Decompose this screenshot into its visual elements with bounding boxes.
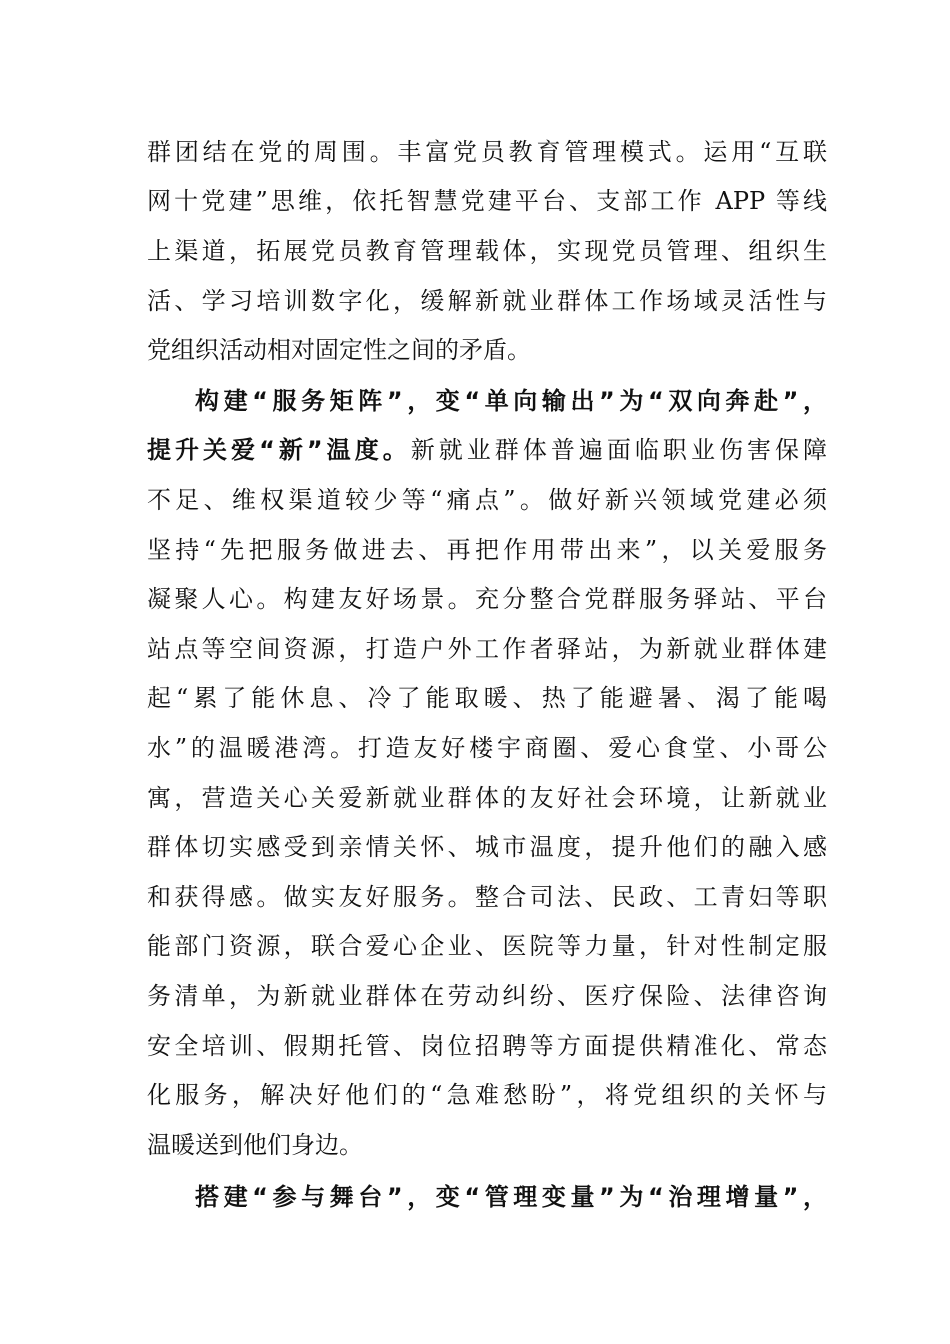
section-heading: 构建“服务矩阵”，变“单向输出”为“双向奔赴”， <box>195 387 827 415</box>
body-line: 能部门资源，联合爱心企业、医院等力量，针对性制定服 <box>147 932 827 960</box>
section-heading-line <box>195 1179 827 1215</box>
section-heading: 搭建“参与舞台”，变“管理变量”为“治理增量”， <box>195 1183 827 1211</box>
body-line: 提升关爱“新”温度。新就业群体普遍面临职业伤害保障 <box>147 436 828 464</box>
body-line: 网十党建”思维，依托智慧党建平台、支部工作 APP 等线 <box>147 187 827 215</box>
body-line: 安全培训、假期托管、岗位招聘等方面提供精准化、常态 <box>147 1032 827 1060</box>
body-line: 不足、维权渠道较少等“痛点”。做好新兴领域党建必须 <box>147 486 827 514</box>
body-line: 务清单，为新就业群体在劳动纠纷、医疗保险、法律咨询 <box>147 982 827 1010</box>
body-line: 群团结在党的周围。丰富党员教育管理模式。运用“互联 <box>147 138 827 166</box>
body-line: 寓，营造关心关爱新就业群体的友好社会环境，让新就业 <box>147 784 827 812</box>
body-line: 活、学习培训数字化，缓解新就业群体工作场域灵活性与 <box>147 287 827 315</box>
body-line: 水”的温暖港湾。打造友好楼宇商圈、爱心食堂、小哥公 <box>147 734 827 762</box>
body-line: 党组织活动相对固定性之间的矛盾。 <box>147 336 531 364</box>
section-heading: 提升关爱“新”温度。 <box>147 436 411 464</box>
body-line: 站点等空间资源，打造户外工作者驿站，为新就业群体建 <box>147 635 827 663</box>
body-line: 起“累了能休息、冷了能取暖、热了能避暑、渴了能喝 <box>147 684 827 712</box>
body-line: 上渠道，拓展党员教育管理载体，实现党员管理、组织生 <box>147 237 827 265</box>
body-line: 温暖送到他们身边。 <box>147 1131 363 1159</box>
body-line: 坚持“先把服务做进去、再把作用带出来”，以关爱服务 <box>147 536 827 564</box>
body-line: 群体切实感受到亲情关怀、城市温度，提升他们的融入感 <box>147 833 827 861</box>
body-line: 化服务，解决好他们的“急难愁盼”，将党组织的关怀与 <box>147 1081 827 1109</box>
section-heading-line <box>195 383 827 419</box>
body-line: 和获得感。做实友好服务。整合司法、民政、工青妇等职 <box>147 883 827 911</box>
body-line: 凝聚人心。构建友好场景。充分整合党群服务驿站、平台 <box>147 585 827 613</box>
